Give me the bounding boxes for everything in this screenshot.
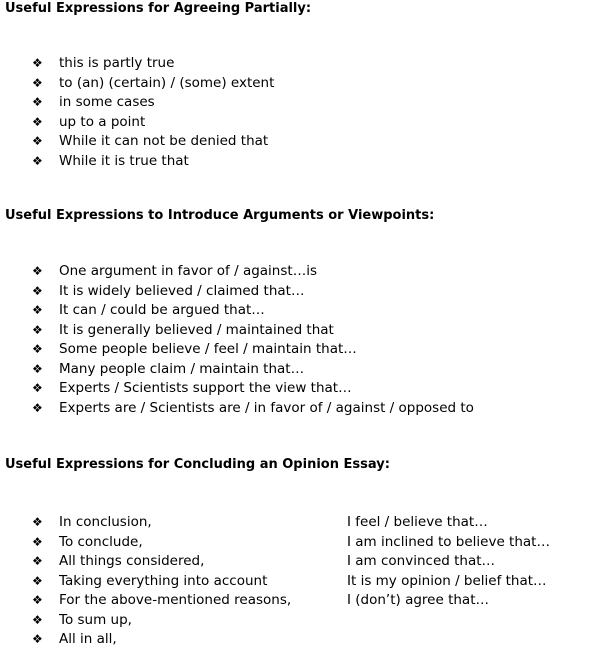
item-text: to (an) (certain) / (some) extent bbox=[59, 74, 275, 91]
item-text: While it can not be denied that bbox=[59, 133, 269, 149]
list-item bbox=[32, 379, 474, 399]
item-text-right: I (don’t) agree that… bbox=[347, 592, 489, 608]
list-item bbox=[32, 262, 474, 282]
diamond-bullet-icon: ❖ bbox=[32, 75, 43, 90]
item-text-left: To sum up, bbox=[59, 611, 132, 628]
item-text: It is widely believed / claimed that… bbox=[59, 282, 305, 299]
list-item bbox=[32, 591, 489, 611]
diamond-bullet-icon: ❖ bbox=[32, 134, 43, 148]
diamond-bullet-icon: ❖ bbox=[32, 361, 43, 376]
item-text-left: Taking everything into account bbox=[59, 572, 268, 589]
list-item bbox=[32, 132, 274, 152]
item-text-right: I feel / believe that… bbox=[347, 514, 488, 530]
diamond-bullet-icon: ❖ bbox=[32, 593, 43, 607]
list-item bbox=[32, 572, 547, 592]
diamond-bullet-icon: ❖ bbox=[32, 264, 43, 278]
diamond-bullet-icon: ❖ bbox=[32, 322, 43, 337]
item-text-left: All in all, bbox=[59, 631, 117, 647]
diamond-bullet-icon: ❖ bbox=[32, 56, 43, 70]
diamond-bullet-icon: ❖ bbox=[32, 534, 43, 549]
diamond-bullet-icon: ❖ bbox=[32, 612, 43, 627]
list-item bbox=[32, 340, 474, 360]
heading-agreeing-partially: Useful Expressions for Agreeing Partially: bbox=[5, 1, 312, 16]
item-text: It can / could be argued that… bbox=[59, 302, 265, 318]
heading-concluding-opinion: Useful Expressions for Concluding an Opinion Essay: bbox=[5, 457, 390, 472]
diamond-bullet-icon: ❖ bbox=[32, 554, 43, 568]
diamond-bullet-icon: ❖ bbox=[32, 283, 43, 298]
list-item bbox=[32, 93, 274, 113]
list-item bbox=[32, 301, 474, 321]
list-item bbox=[32, 533, 550, 553]
item-text: Many people claim / maintain that… bbox=[59, 360, 305, 377]
heading-introduce-arguments: Useful Expressions to Introduce Arguments or Viewpoints: bbox=[5, 208, 435, 223]
list-item bbox=[32, 152, 274, 172]
item-text-left: In conclusion, bbox=[59, 514, 152, 530]
item-text: in some cases bbox=[59, 94, 155, 110]
list-item bbox=[32, 113, 274, 133]
item-text: One argument in favor of / against…is bbox=[59, 263, 317, 279]
diamond-bullet-icon: ❖ bbox=[32, 303, 43, 317]
item-text: this is partly true bbox=[59, 55, 175, 71]
list-item bbox=[32, 513, 488, 533]
diamond-bullet-icon: ❖ bbox=[32, 632, 43, 646]
list-item bbox=[32, 360, 474, 380]
item-text-left: To conclude, bbox=[59, 533, 143, 550]
diamond-bullet-icon: ❖ bbox=[32, 95, 43, 109]
item-text-left: For the above-mentioned reasons, bbox=[59, 592, 292, 608]
list-item bbox=[32, 630, 291, 650]
list-item bbox=[32, 54, 274, 74]
item-text: Experts are / Scientists are / in favor of / against / opposed to bbox=[59, 399, 474, 416]
diamond-bullet-icon: ❖ bbox=[32, 400, 43, 415]
list-item bbox=[32, 552, 496, 572]
list-agreeing-partially bbox=[32, 54, 274, 171]
list-item bbox=[32, 611, 291, 631]
diamond-bullet-icon: ❖ bbox=[32, 573, 43, 588]
item-text-right: I am inclined to believe that… bbox=[347, 533, 550, 550]
list-item bbox=[32, 74, 274, 94]
list-item bbox=[32, 282, 474, 302]
list-introduce-arguments bbox=[32, 262, 474, 418]
item-text: Experts / Scientists support the view that… bbox=[59, 380, 352, 396]
diamond-bullet-icon: ❖ bbox=[32, 342, 43, 356]
item-text: It is generally believed / maintained that bbox=[59, 321, 334, 338]
list-item bbox=[32, 321, 474, 341]
item-text: Some people believe / feel / maintain that… bbox=[59, 341, 357, 357]
item-text-right: It is my opinion / belief that… bbox=[347, 572, 547, 589]
diamond-bullet-icon: ❖ bbox=[32, 381, 43, 395]
item-text: While it is true that bbox=[59, 152, 189, 169]
item-text-left: All things considered, bbox=[59, 553, 205, 569]
diamond-bullet-icon: ❖ bbox=[32, 515, 43, 529]
item-text: up to a point bbox=[59, 113, 146, 130]
item-text-right: I am convinced that… bbox=[347, 553, 496, 569]
list-item bbox=[32, 399, 474, 419]
diamond-bullet-icon: ❖ bbox=[32, 114, 43, 129]
list-concluding-opinion bbox=[32, 513, 550, 650]
diamond-bullet-icon: ❖ bbox=[32, 153, 43, 168]
